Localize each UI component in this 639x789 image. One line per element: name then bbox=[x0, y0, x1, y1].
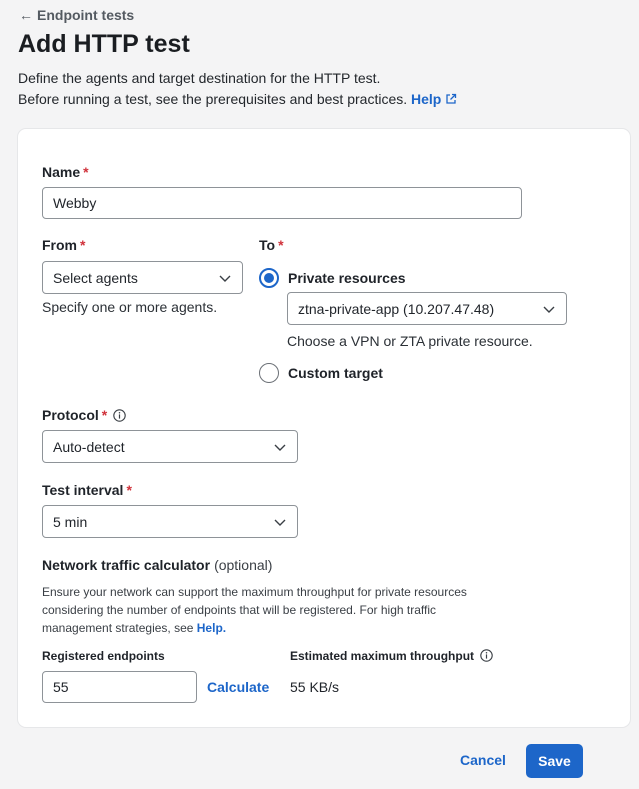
test-interval-label bbox=[42, 482, 132, 498]
required-marker: * bbox=[126, 482, 132, 498]
required-marker: * bbox=[101, 407, 108, 423]
registered-endpoints-value: 55 bbox=[53, 679, 69, 695]
page-description-text: Before running a test, see the prerequisites and best practices. bbox=[18, 91, 408, 107]
help-link-label: Help bbox=[411, 91, 442, 107]
protocol-select-value: Auto-detect bbox=[53, 438, 125, 455]
estimated-throughput-label bbox=[290, 649, 493, 663]
external-link-icon bbox=[445, 93, 457, 105]
info-icon[interactable] bbox=[113, 409, 126, 422]
radio-private-resources-label: Private resources bbox=[288, 270, 406, 286]
form-card bbox=[18, 129, 630, 727]
protocol-select[interactable] bbox=[42, 430, 298, 463]
required-marker: * bbox=[83, 164, 89, 180]
protocol-label bbox=[42, 407, 126, 423]
name-label-text: Name bbox=[42, 164, 81, 180]
private-resource-select-value: ztna-private-app (10.207.47.48) bbox=[298, 300, 495, 317]
chevron-down-icon bbox=[273, 515, 287, 529]
back-link-label: Endpoint tests bbox=[37, 7, 135, 23]
chevron-down-icon bbox=[218, 271, 232, 285]
calculator-description-text: management strategies, see bbox=[42, 621, 194, 635]
to-label-text: To bbox=[259, 237, 276, 253]
radio-custom-target[interactable] bbox=[259, 363, 383, 383]
test-interval-select[interactable] bbox=[42, 505, 298, 538]
page-description-line-2 bbox=[18, 89, 457, 110]
from-agents-select[interactable] bbox=[42, 261, 243, 294]
page-title: Add HTTP test bbox=[18, 30, 190, 58]
info-icon[interactable] bbox=[480, 649, 493, 662]
calculator-title bbox=[42, 557, 272, 573]
protocol-label-text: Protocol bbox=[42, 407, 99, 423]
help-link[interactable] bbox=[411, 91, 457, 107]
calculator-description-line-2: considering the number of endpoints that will be registered. For high traffic bbox=[42, 603, 436, 617]
optional-marker: (optional) bbox=[214, 557, 273, 573]
name-input[interactable] bbox=[42, 187, 522, 219]
estimated-throughput-label-text: Estimated maximum throughput bbox=[290, 649, 475, 663]
page-description-line-1: Define the agents and target destination for the HTTP test. bbox=[18, 70, 381, 86]
save-button[interactable]: Save bbox=[526, 744, 583, 778]
required-marker: * bbox=[278, 237, 284, 253]
calculator-description-line-1: Ensure your network can support the maximum throughput for private resources bbox=[42, 585, 467, 599]
private-resource-select[interactable] bbox=[287, 292, 567, 325]
required-marker: * bbox=[80, 237, 86, 253]
calculator-description bbox=[42, 583, 512, 637]
name-input-value: Webby bbox=[53, 195, 97, 211]
registered-endpoints-input[interactable] bbox=[42, 671, 197, 703]
radio-private-resources[interactable] bbox=[259, 268, 406, 288]
estimated-throughput-value: 55 KB/s bbox=[290, 679, 340, 695]
name-label bbox=[42, 164, 89, 180]
calculator-help-link[interactable]: Help. bbox=[196, 621, 227, 635]
radio-selected-indicator bbox=[259, 268, 279, 288]
private-resource-hint: Choose a VPN or ZTA private resource. bbox=[287, 333, 533, 349]
calculator-title-text: Network traffic calculator bbox=[42, 557, 211, 573]
chevron-down-icon bbox=[542, 302, 556, 316]
page-description bbox=[18, 68, 457, 110]
radio-custom-target-label: Custom target bbox=[288, 365, 383, 381]
test-interval-label-text: Test interval bbox=[42, 482, 124, 498]
registered-endpoints-label: Registered endpoints bbox=[42, 649, 165, 663]
back-to-endpoint-tests-link[interactable] bbox=[19, 7, 134, 23]
calculator-description-line-3 bbox=[42, 619, 512, 637]
to-label bbox=[259, 237, 284, 253]
arrow-left-icon: ← bbox=[19, 7, 33, 23]
test-interval-select-value: 5 min bbox=[53, 513, 88, 530]
from-label bbox=[42, 237, 85, 253]
from-label-text: From bbox=[42, 237, 77, 253]
cancel-button[interactable]: Cancel bbox=[460, 752, 506, 768]
from-agents-select-value: Select agents bbox=[53, 269, 138, 286]
radio-unselected-indicator bbox=[259, 363, 279, 383]
calculate-button[interactable]: Calculate bbox=[207, 679, 270, 695]
from-hint: Specify one or more agents. bbox=[42, 299, 218, 315]
chevron-down-icon bbox=[273, 440, 287, 454]
